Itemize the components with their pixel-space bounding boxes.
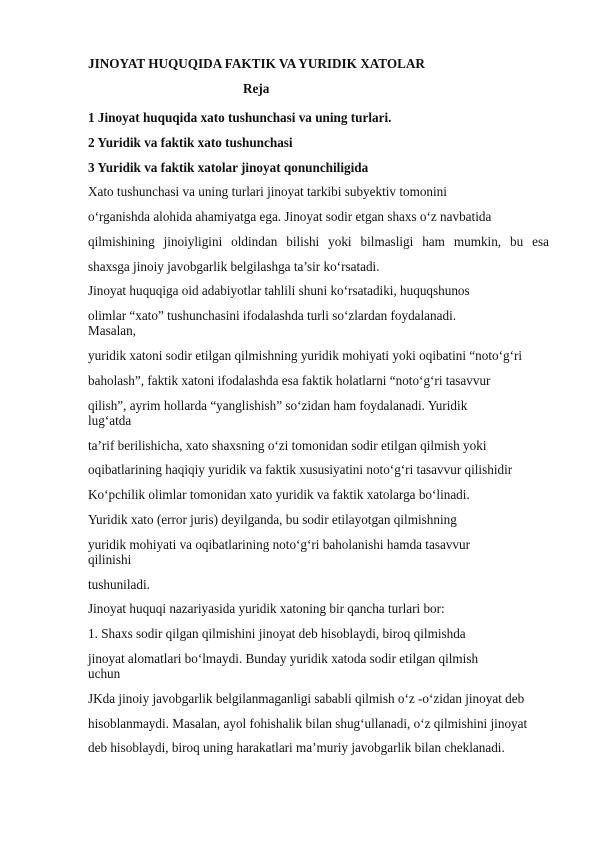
body-line: qilinishi <box>88 552 132 567</box>
body-line: deb hisoblaydi, biroq uning harakatlari ma’muriy javobgarlik bilan cheklanadi. <box>88 740 505 755</box>
plan-item: 1 Jinoyat huquqida xato tushunchasi va uning turlari. <box>88 110 392 125</box>
body-line: lug‘atda <box>88 413 132 428</box>
plan-heading: Reja <box>243 81 270 96</box>
body-line: qilmishining jinoiyligini oldindan bilishi yoki bilmasligi ham mumkin, bu esa <box>88 234 549 249</box>
body-line: Ko‘pchilik olimlar tomonidan xato yuridik va faktik xatolarga bo‘linadi. <box>88 487 470 502</box>
plan-item: 2 Yuridik va faktik xato tushunchasi <box>88 135 293 150</box>
body-line: Jinoyat huquqiga oid adabiyotlar tahlili shuni ko‘rsatadiki, huquqshunos <box>88 283 470 298</box>
body-line: qilish”, ayrim hollarda “yanglishish” so‘zidan ham foydalanadi. Yuridik <box>88 398 468 413</box>
body-line: yuridik xatoni sodir etilgan qilmishning yuridik mohiyati yoki oqibatini “noto‘g‘ri <box>88 348 523 363</box>
body-line: tushuniladi. <box>88 577 150 592</box>
body-line: o‘rganishda alohida ahamiyatga ega. Jinoyat sodir etgan shaxs o‘z navbatida <box>88 209 492 224</box>
plan-item: 3 Yuridik va faktik xatolar jinoyat qonunchiligida <box>88 160 369 175</box>
body-line: Masalan, <box>88 323 136 338</box>
body-line: Yuridik xato (error juris) deyilganda, bu sodir etilayotgan qilmishning <box>88 512 457 527</box>
body-line: jinoyat alomatlari bo‘lmaydi. Bunday yuridik xatoda sodir etilgan qilmish <box>88 651 479 666</box>
document-title: JINOYAT HUQUQIDA FAKTIK VA YURIDIK XATOLAR <box>88 56 425 71</box>
body-line: uchun <box>88 666 121 681</box>
body-line: yuridik mohiyati va oqibatlarining noto‘g‘ri baholanishi hamda tasavvur <box>88 537 470 552</box>
body-line: Jinoyat huquqi nazariyasida yuridik xatoning bir qancha turlari bor: <box>88 601 445 616</box>
body-line: JKda jinoiy javobgarlik belgilanmaganligi sababli qilmish o‘z -o‘zidan jinoyat deb <box>88 691 525 706</box>
body-line: oqibatlarining haqiqiy yuridik va faktik xususiyatini noto‘g‘ri tasavvur qilishidir <box>88 462 513 477</box>
body-line: hisoblanmaydi. Masalan, ayol fohishalik bilan shug‘ullanadi, o‘z qilmishini jinoyat <box>88 716 528 731</box>
body-line: ta’rif berilishicha, xato shaxsning o‘zi tomonidan sodir etilgan qilmish yoki <box>88 438 487 453</box>
body-line: baholash”, faktik xatoni ifodalashda esa faktik holatlarni “noto‘g‘ri tasavvur <box>88 373 491 388</box>
body-line: 1. Shaxs sodir qilgan qilmishini jinoyat deb hisoblaydi, biroq qilmishda <box>88 626 466 641</box>
body-line: Xato tushunchasi va uning turlari jinoyat tarkibi subyektiv tomonini <box>88 184 447 199</box>
body-line: shaxsga jinoiy javobgarlik belgilashga ta’sir ko‘rsatadi. <box>88 259 380 274</box>
body-line: olimlar “xato” tushunchasini ifodalashda turli so‘zlardan foydalanadi. <box>88 308 457 323</box>
